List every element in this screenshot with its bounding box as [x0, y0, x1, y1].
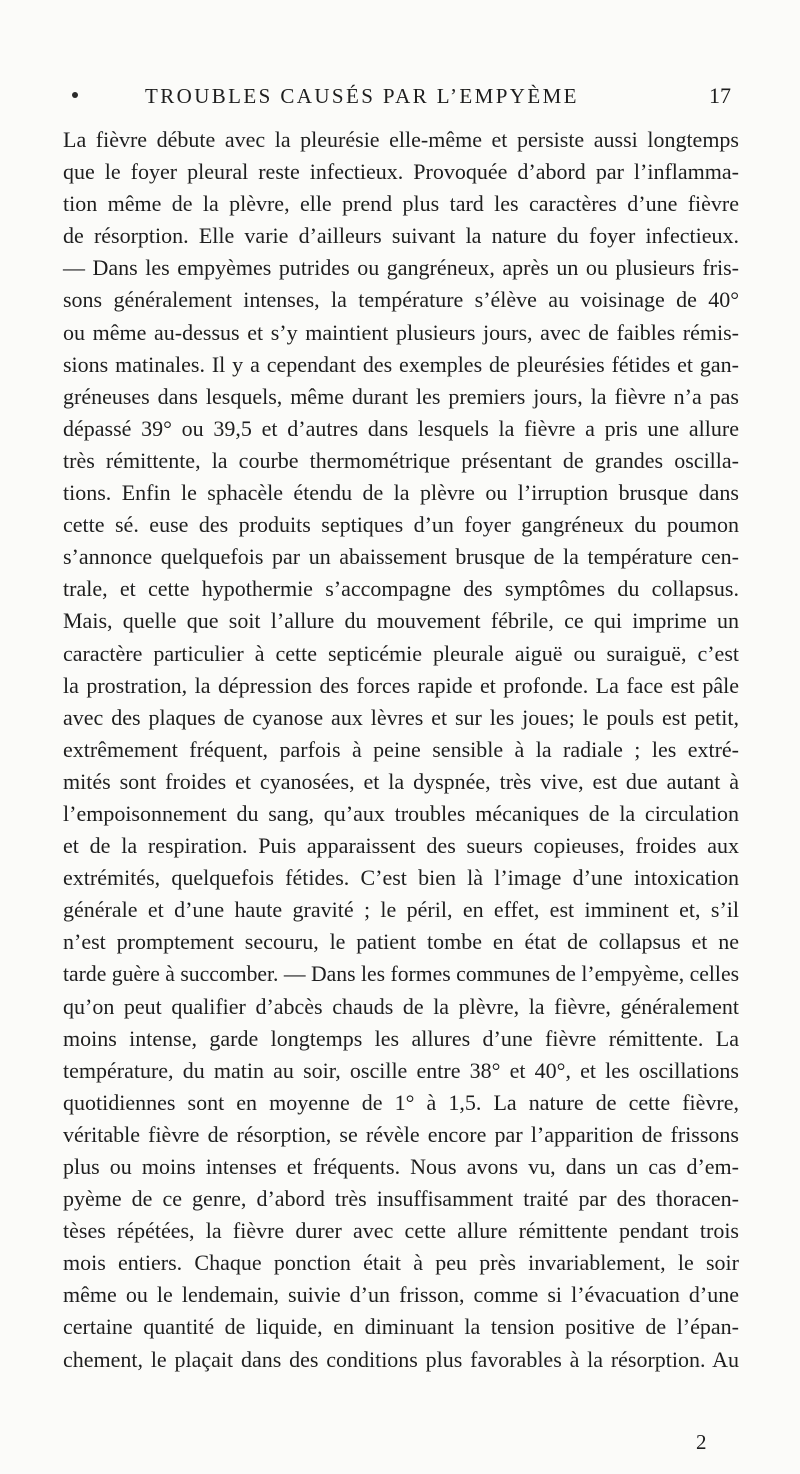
- text-line: très rémittente, la courbe thermométrique présentant de grandes oscilla-: [63, 447, 739, 473]
- text-line: extrémités, quelquefois fétides. C’est bien là l’image d’une intoxication: [63, 865, 739, 891]
- text-line: La fièvre débute avec la pleurésie elle-même et persiste aussi longtemps: [63, 127, 739, 152]
- text-line: n’est promptement secouru, le patient tombe en état de collapsus et ne: [63, 929, 739, 955]
- text-line: pyème de ce genre, d’abord très insuffisamment traité par des thoracen-: [63, 1186, 739, 1212]
- text-line: tarde guère à succomber. — Dans les formes communes de l’empyème, celles: [63, 962, 739, 987]
- text-line: la prostration, la dépression des forces rapide et profonde. La face est pâle: [63, 672, 739, 698]
- text-line: gréneuses dans lesquels, même durant les premiers jours, la fièvre n’a pas: [63, 383, 739, 409]
- text-line: cette sé. euse des produits septiques d’un foyer gangréneux du poumon: [63, 512, 739, 538]
- running-title: TROUBLES CAUSÉS PAR L’EMPYÈME: [145, 84, 579, 108]
- text-line: qu’on peut qualifier d’abcès chauds de la plèvre, la fièvre, généralement: [63, 993, 739, 1019]
- text-line: température, du matin au soir, oscille entre 38° et 40°, et les oscillations: [63, 1057, 739, 1083]
- text-line: de résorption. Elle varie d’ailleurs suivant la nature du foyer infectieux.: [63, 223, 739, 249]
- text-line: trale, et cette hypothermie s’accompagne des symptômes du collapsus.: [63, 576, 739, 602]
- text-line: — Dans les empyèmes putrides ou gangréneux, après un ou plusieurs fris-: [63, 255, 739, 281]
- page-number: 17: [709, 83, 731, 108]
- text-line: que le foyer pleural reste infectieux. Provoquée d’abord par l’inflamma-: [63, 159, 739, 185]
- text-line: chement, le plaçait dans des conditions plus favorables à la résorption. Au: [63, 1346, 739, 1372]
- text-line: générale et d’une haute gravité ; le péril, en effet, est imminent et, s’il: [63, 897, 739, 923]
- gathering-signature: 2: [696, 1430, 707, 1454]
- text-line: tèses répétées, la fièvre durer avec cette allure rémittente pendant trois: [63, 1218, 739, 1244]
- text-line: tion même de la plèvre, elle prend plus tard les caractères d’une fièvre: [63, 191, 739, 217]
- text-line: véritable fièvre de résorption, se révèle encore par l’apparition de frissons: [63, 1121, 739, 1147]
- text-line: mois entiers. Chaque ponction était à peu près invariablement, le soir: [63, 1250, 739, 1276]
- text-line: s’annonce quelquefois par un abaissement brusque de la température cen-: [63, 544, 739, 570]
- text-line: dépassé 39° ou 39,5 et d’autres dans lesquels la fièvre a pris une allure: [63, 415, 739, 441]
- text-line: sons généralement intenses, la température s’élève au voisinage de 40°: [63, 287, 739, 313]
- text-line: mités sont froides et cyanosées, et la dyspnée, très vive, est due autant à: [63, 768, 739, 794]
- text-line: extrêmement fréquent, parfois à peine sensible à la radiale ; les extré-: [63, 736, 739, 762]
- text-line: moins intense, garde longtemps les allures d’une fièvre rémittente. La: [63, 1025, 739, 1051]
- text-line: avec des plaques de cyanose aux lèvres et sur les joues; le pouls est petit,: [63, 704, 739, 730]
- text-line: caractère particulier à cette septicémie pleurale aiguë ou suraiguë, c’est: [63, 640, 739, 666]
- text-line: certaine quantité de liquide, en diminuant la tension positive de l’épan-: [63, 1314, 739, 1340]
- text-line: ou même au-dessus et s’y maintient plusieurs jours, avec de faibles rémis-: [63, 319, 739, 345]
- text-line: tions. Enfin le sphacèle étendu de la plèvre ou l’irruption brusque dans: [63, 480, 739, 506]
- text-line: quotidiennes sont en moyenne de 1° à 1,5. La nature de cette fièvre,: [63, 1089, 739, 1115]
- text-line: même ou le lendemain, suivie d’un frisson, comme si l’évacuation d’une: [63, 1282, 739, 1308]
- text-line: Mais, quelle que soit l’allure du mouvement fébrile, ce qui imprime un: [63, 608, 739, 634]
- text-line: sions matinales. Il y a cependant des exemples de pleurésies fétides et gan-: [63, 351, 739, 377]
- text-line: plus ou moins intenses et fréquents. Nous avons vu, dans un cas d’em-: [63, 1154, 739, 1179]
- body-text: [63, 124, 739, 1376]
- text-line: l’empoisonnement du sang, qu’aux troubles mécaniques de la circulation: [63, 800, 739, 826]
- text-line: et de la respiration. Puis apparaissent des sueurs copieuses, froides aux: [63, 833, 739, 859]
- running-header: [0, 79, 800, 113]
